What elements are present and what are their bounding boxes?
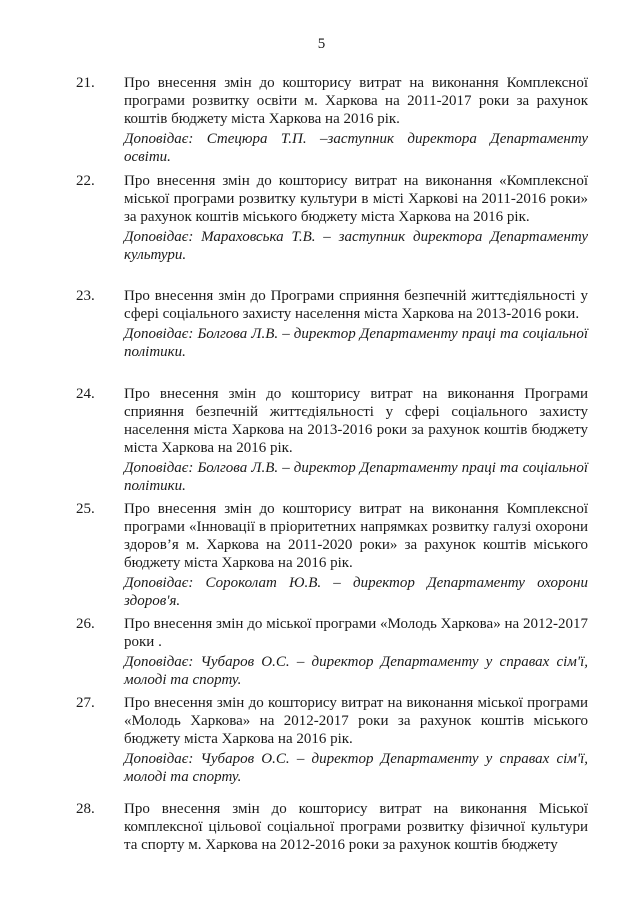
agenda-item [76,385,588,495]
item-number: 26. [76,616,95,632]
item-number: 27. [76,695,95,711]
agenda-item [76,615,588,689]
item-title: Про внесення змін до кошторису витрат на виконання Міської комплексної цільової соціальної програми розвитку фізичної культури та спорту м. Харкова на 2012-2016 роки за рахунок коштів бюджету [124,801,588,853]
item-speaker: Доповідає: Болгова Л.В. – директор Департаменту праці та соціальної політики. [124,460,588,494]
item-title: Про внесення змін до кошторису витрат на виконання Комплексної програми «Інновації в пріоритетних напрямках розвитку галузі охорони здоров’я м. Харкова на 2011-2020 роки» за рахунок коштів міського бюджету міста Харкова на 2016 рік. [124,501,588,571]
item-title: Про внесення змін до міської програми «Молодь Харкова» на 2012-2017 роки . [124,616,588,650]
item-title: Про внесення змін до Програми сприяння безпечній життєдіяльності у сфері соціального захисту населення міста Харкова на 2013-2016 роки. [124,288,588,322]
agenda-item [76,74,588,166]
item-number: 23. [76,288,95,304]
item-speaker: Доповідає: Стецюра Т.П. –заступник директора Департаменту освіти. [124,131,588,165]
item-speaker: Доповідає: Чубаров О.С. – директор Департаменту у справах сім'ї, молоді та спорту. [124,751,588,785]
item-title: Про внесення змін до кошторису витрат на виконання «Комплексної міської програми розвитку культури в місті Харкові на 2011-2016 роки» за рахунок коштів міського бюджету міста Харкова на 2016 рік. [124,173,588,225]
agenda-item [76,287,588,361]
item-number: 25. [76,501,95,517]
item-title: Про внесення змін до кошторису витрат на виконання Комплексної програми розвитку освіти м. Харкова на 2011-2017 роки за рахунок коштів бюджету міста Харкова на 2016 рік. [124,75,588,127]
item-speaker: Доповідає: Мараховська Т.В. – заступник директора Департаменту культури. [124,229,588,263]
item-title: Про внесення змін до кошторису витрат на виконання Програми сприяння безпечній життєдіяльності у сфері соціального захисту населення міста Харкова на 2013-2016 роки за рахунок коштів бюджету міста Харкова на 2016 рік. [124,386,588,456]
agenda-item [76,800,588,854]
agenda-item [76,500,588,610]
agenda-item [76,172,588,264]
page-number: 5 [317,36,326,52]
item-number: 22. [76,173,95,189]
item-speaker: Доповідає: Чубаров О.С. – директор Департаменту у справах сім'ї, молоді та спорту. [124,654,588,688]
item-speaker: Доповідає: Болгова Л.В. – директор Департаменту праці та соціальної політики. [124,326,588,360]
item-title: Про внесення змін до кошторису витрат на виконання міської програми «Молодь Харкова» на 2012-2017 роки за рахунок коштів міського бюджету міста Харкова на 2016 рік. [124,695,588,747]
item-number: 28. [76,801,95,817]
item-number: 21. [76,75,95,91]
agenda-item [76,694,588,786]
item-number: 24. [76,386,95,402]
item-speaker: Доповідає: Сороколат Ю.В. – директор Департаменту охорони здоров'я. [124,575,588,609]
